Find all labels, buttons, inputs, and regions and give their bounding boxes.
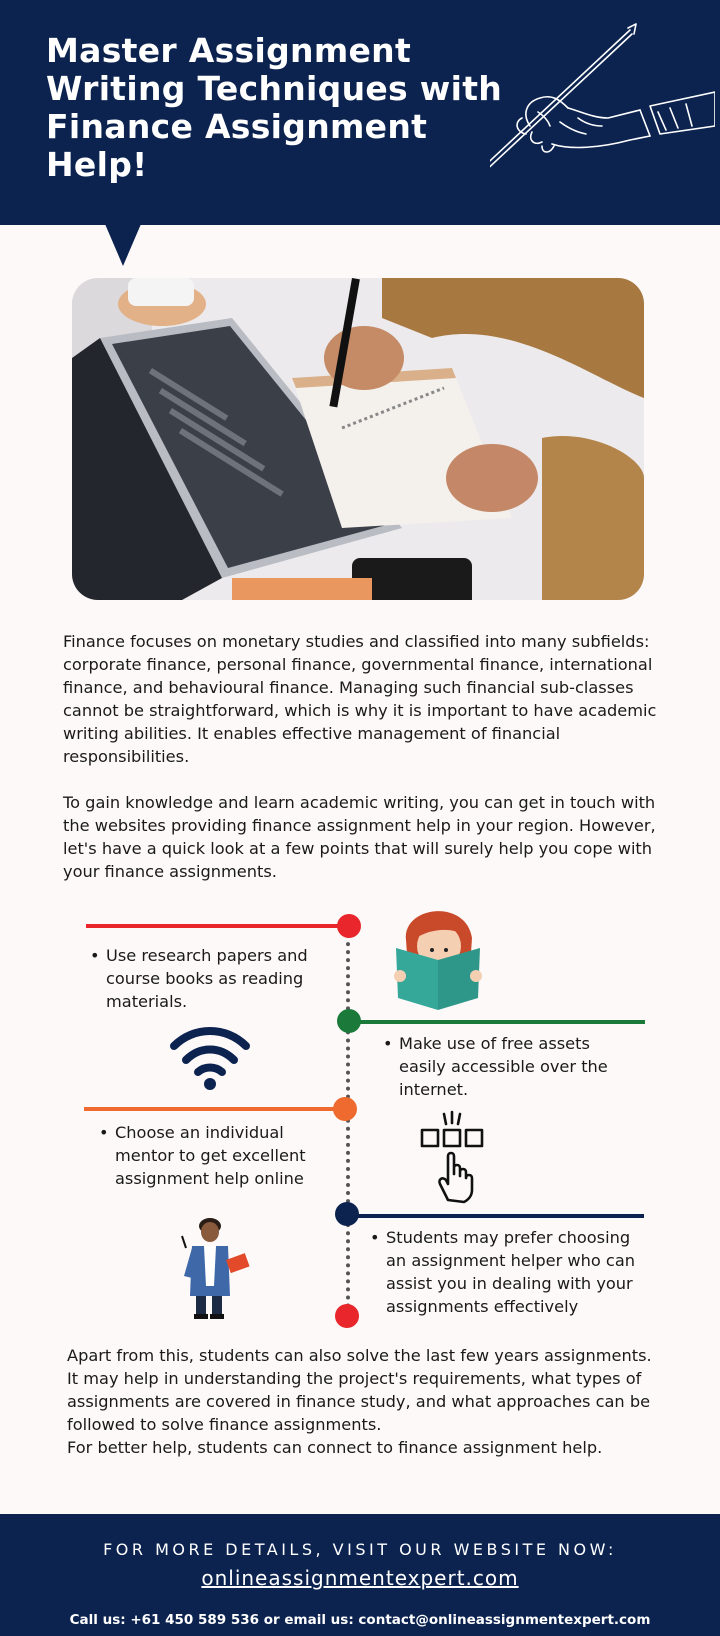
timeline-line-1	[86, 924, 348, 928]
timeline-dot-3	[333, 1097, 357, 1121]
timeline-dot-2	[337, 1009, 361, 1033]
conclusion-paragraph	[67, 1344, 667, 1459]
hand-click-icon	[418, 1110, 486, 1206]
desk-photo	[72, 278, 644, 600]
wifi-icon	[168, 1024, 252, 1090]
timeline-item-2: • Make use of free assets easily accessible over the internet.	[383, 1032, 633, 1101]
header-banner	[0, 0, 720, 225]
header-pointer	[105, 224, 141, 266]
girl-reading-book-icon	[392, 898, 484, 1010]
timeline-item-4: • Students may prefer choosing an assignment helper who can assist you in dealing with your assignments effectively	[370, 1226, 650, 1318]
page-title: Master Assignment Writing Techniques with Finance Assignment Help!	[46, 31, 503, 184]
conclusion-cta-text: For better help, students can connect to finance assignment help.	[67, 1438, 603, 1457]
timeline-vertical-line	[346, 926, 350, 1316]
timeline-line-3	[84, 1107, 348, 1111]
intro-paragraph-2: To gain knowledge and learn academic writing, you can get in touch with the websites providing finance assignment help in your region. However, let's have a quick look at a few points that will surely help you cope with your finance assignments.	[63, 793, 656, 881]
timeline-dot-4	[335, 1202, 359, 1226]
timeline-line-2	[348, 1020, 645, 1024]
timeline-end-dot	[335, 1304, 359, 1328]
footer-cta: FOR MORE DETAILS, VISIT OUR WEBSITE NOW:	[103, 1540, 617, 1559]
laptop-notebook-illustration	[72, 278, 644, 600]
timeline-dot-1	[337, 914, 361, 938]
hand-writing-pen-icon	[490, 22, 715, 182]
conclusion-text: Apart from this, students can also solve the last few years assignments. It may help in understanding the project's requirements, what types of assignments are covered in finance study, and what approaches can be followed to solve finance assignments.	[67, 1346, 652, 1434]
mentor-person-icon	[180, 1216, 254, 1320]
footer	[0, 1514, 720, 1636]
footer-website-link[interactable]: onlineassignmentexpert.com	[201, 1566, 519, 1590]
timeline-item-1: • Use research papers and course books as reading materials.	[90, 944, 330, 1013]
intro-paragraph-1: Finance focuses on monetary studies and classified into many subfields: corporate finance, personal finance, governmental finance, international finance, and behavioural finance. Managing such financial sub-classes cannot be straightforward, which is why it is important to have academic writing abilities. It enables effective management of financial responsibilities.	[63, 632, 657, 766]
timeline-item-3: • Choose an individual mentor to get excellent assignment help online	[99, 1121, 339, 1190]
footer-contact: Call us: +61 450 589 536 or email us: contact@onlineassignmentexpert.com	[69, 1612, 651, 1628]
timeline-line-4	[348, 1214, 644, 1218]
